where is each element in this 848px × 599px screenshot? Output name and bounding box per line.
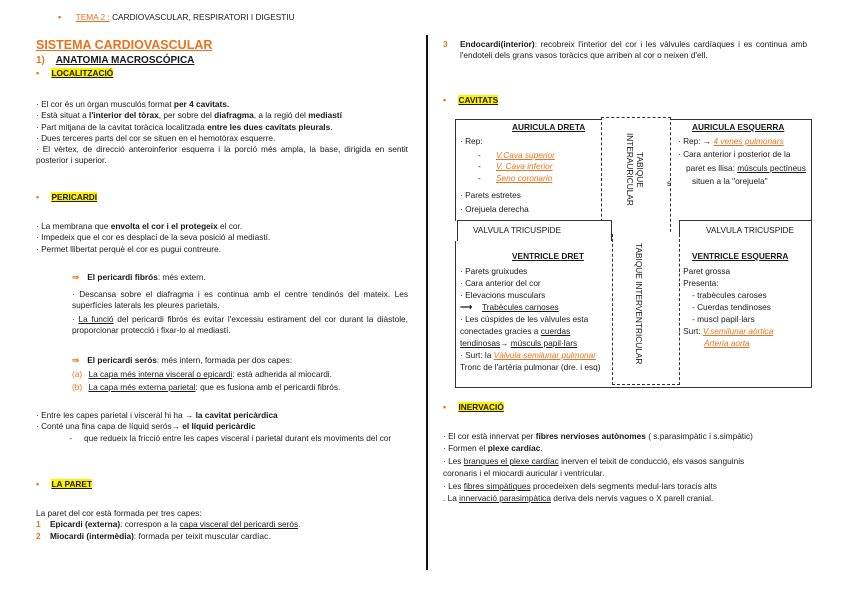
paret-text: La paret del cor està formada per tres capes: 1 Epicardi (externa): correspon a la capa visceral del pericardi serós. 2 Miocardi (intermèdia): formada per teixit muscular cardíac.: [36, 508, 301, 541]
tabique-interauricular-label: TABIQUE INTERAURICULAR: [625, 133, 645, 206]
pericardi-fibros-title: ⇒ El pericardi fibrós: més extern.: [72, 272, 206, 282]
stray-letter: s: [667, 178, 672, 188]
ventricle-esquerra-text: · Paret grossa · Presenta: - trabècules caroses - Cuerdas tendinoses - muscl papil·lars · Surt: V.semilunar aòrtica Arteria aorta: [678, 266, 774, 348]
ventricle-dret-title: VENTRICLE DRET: [512, 251, 584, 261]
bullet-icon: •: [36, 479, 40, 489]
arrow-right-icon: ⟶: [460, 302, 472, 312]
cavitats-header: • CAVITATS: [443, 95, 499, 105]
paret-header: • LA PARET: [36, 479, 93, 489]
auricula-dreta-title: AURICULA DRETA: [512, 122, 586, 132]
auricula-dreta-rest: · Parets estretes · Orejuela derecha: [460, 190, 529, 215]
bullet-icon: •: [58, 12, 62, 22]
valvula-tricuspide-left: VALVULA TRICUSPIDE: [473, 225, 562, 235]
auricula-esquerra-title: AURICULA ESQUERRA: [692, 122, 785, 132]
pericardi-header: • PERICARDI: [36, 192, 98, 202]
arrow-right-icon: ⇒: [72, 355, 79, 365]
column-divider: [426, 35, 428, 570]
ventricle-esquerra-title: VENTRICLE ESQUERRA: [692, 251, 789, 261]
auricula-dreta-rep: · Rep:: [460, 136, 483, 146]
tabique-interventricular-label: TABIQUE INTERVENTRICULAR: [634, 243, 644, 365]
topic-number: TEMA 2 :: [75, 12, 110, 22]
pericardi-seros-title: ⇒ El pericardi serós: més intern, formada per dos capes:: [72, 355, 293, 365]
cavitat-pericardica-text: · Entre les capes parietal i visceral hi ha → la cavitat pericàrdica · Conté una fina capa de líquid serós→ el líquid pericàrdic - que redueix la fricció entre les capes visceral i parietal durant els moviments del cor: [36, 410, 392, 443]
bullet-icon: •: [36, 68, 40, 78]
bullet-icon: •: [443, 402, 447, 412]
topic-title: CARDIOVASCULAR, RESPIRATORI I DIGESTIU: [112, 12, 295, 22]
auricula-esquerra-text: · Rep: → 4 venes pulmonars · Cara anterior i posterior de la paret es llisa: músculs pectíneus situen a la "orejuela": [678, 136, 806, 186]
topic-line: [58, 12, 295, 23]
seros-layer-b: (b) La capa més externa parietal: que es fusiona amb el pericardi fibrós.: [72, 382, 341, 392]
pericardi-text: · La membrana que envolta el cor i el protegeix el cor. · Impedeix que el cor es desplaci de la seva posició al mediastí. · Permet llibertat perquè el cor es pugui contreure.: [36, 221, 271, 254]
localitzacio-text: · El cor és un òrgan musculós format per 4 cavitats. · Està situat a l'interior del tòrax, per sobre del diafragma, a la regió del mediastí · Part mitjana de la cavitat toràcica localitzada entre les dues cavitats pleurals. · Dues terceres parts del cor se situen en el hemotòrax esquerre. · El vèrtex, de direcció anteroinferior esquerra i la porció més ampla, la base, dirigida en sentit posterior i superior.: [36, 99, 408, 166]
section-title: SISTEMA CARDIOVASCULAR: [36, 38, 213, 52]
subsection-title: 1) ANATOMIA MACROSCÓPICA: [36, 55, 195, 66]
valvula-tricuspide-right: VALVULA TRICUSPIDE: [706, 225, 795, 235]
pericardi-fibros-text: · Descansa sobre el diafragma i es continua amb el centre tendinós del mateix. Les superfícies laterals les pleures parietals. · La funció del pericardi fibrós és evitar l'excessiu estirament del cor durant la diàstole, proporcionar protecció i fixar-lo al mediastí.: [72, 289, 408, 335]
ventricle-dret-text: · Parets gruixudes · Cara anterior del cor · Elevacions musculars ⟶ Trabècules carnoses · Les cúspides de les vàlvules esta conectades gracies a cuerdas tendinosas→ músculs papil·lars · Surt: la Vàlvula semilunar pulmonar Tronc de l'artèria pulmonar (dre. i esq): [460, 266, 601, 372]
inervacio-text: · El cor està innervat per fibres nervioses autònomes ( s.parasimpàtic i s.simpàtic) · Formen el plexe cardíac. · Les branques el plexe cardíac inerven el teixit de conducció, els vasos sanguinis coronaris i el miocardi auricular i ventricular. · Les fibres simpàtiques procedeixen dels segments medul·lars toracis alts . La innervació parasimpàtica deriva dels nervis vagues o X parell cranial.: [443, 431, 753, 504]
bullet-icon: •: [443, 95, 447, 105]
inervacio-header: • INERVACIÓ: [443, 402, 504, 412]
seros-layer-a: (a) La capa més interna visceral o epicardi: està adherida al miocardi.: [72, 369, 332, 379]
arrow-right-icon: ⇒: [72, 272, 79, 282]
localitzacio-header: • LOCALITZACIÓ: [36, 68, 114, 78]
bullet-icon: •: [36, 192, 40, 202]
auricula-dreta-items: - V.Cava superior - V. Cava inferior - Seno coronario: [478, 150, 555, 183]
tabique-interventricular-box: [612, 234, 680, 385]
endocardi-text: 3 Endocardi(interior): recobreix l'interior del cor i les vàlvules cardíaques i es continua amb l'endoteli dels grans vasos toràcics que arriben al cor o neixen d'ell.: [443, 39, 807, 61]
